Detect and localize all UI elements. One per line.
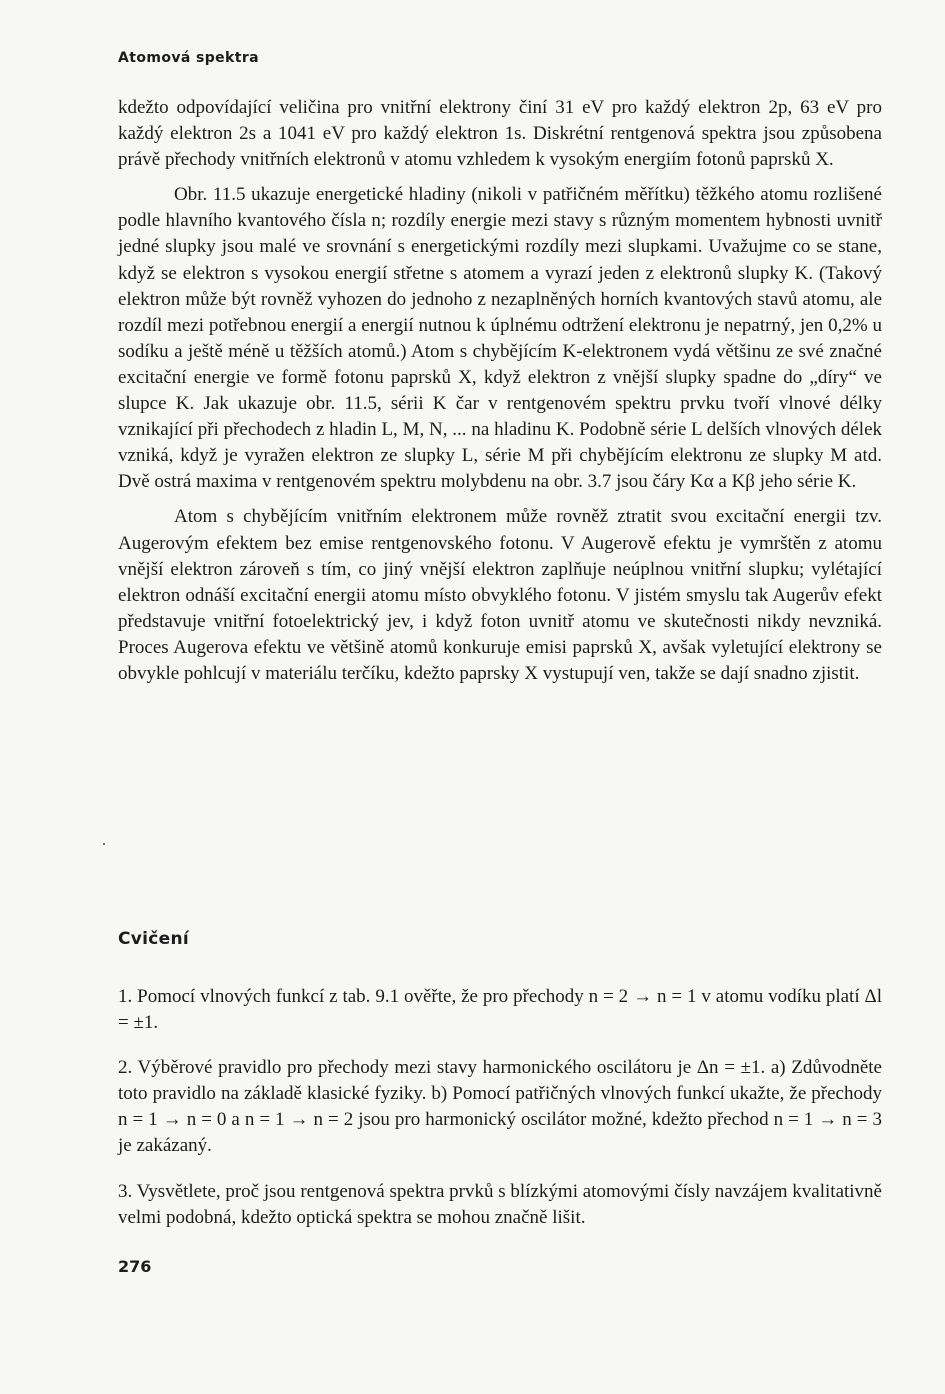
exercise-item-3: 3. Vysvětlete, proč jsou rentgenová spektra prvků s blízkými atomovými čísly navzájem kvalitativně velmi podobná, kdežto optická spektra se mohou značně lišit.	[118, 1180, 882, 1228]
running-head: Atomová spektra	[118, 50, 260, 66]
page-number: 276	[118, 1257, 152, 1276]
exercise-item-2: 2. Výběrové pravidlo pro přechody mezi stavy harmonického oscilátoru je Δn = ±1. a) Zdůvodněte toto pravidlo na základě klasické fyziky. b) Pomocí patřičných vlnových funkcí ukažte, že přechody n = 1 → n = 0 a n = 1 → n = 2 jsou pro harmonický oscilátor možné, kdežto přechod n = 1 → n = 3 je zakázaný.	[118, 1057, 882, 1157]
exercise-item-1: 1. Pomocí vlnových funkcí z tab. 9.1 ověřte, že pro přechody n = 2 → n = 1 v atomu vodíku platí Δl = ±1.	[118, 986, 882, 1034]
section-heading-exercises: Cvičení	[118, 929, 190, 949]
exercise-list	[118, 984, 882, 1250]
paragraph-1: kdežto odpovídající veličina pro vnitřní elektrony činí 31 eV pro každý elektron 2p, 63 eV pro každý elektron 2s a 1041 eV pro každý elektron 1s. Diskrétní rentgenová spektra jsou způsobena právě přechody vnitřních elektronů v atomu vzhledem k vysokým energiím fotonů paprsků X.	[118, 97, 882, 171]
body-text	[118, 95, 882, 696]
paragraph-2: Obr. 11.5 ukazuje energetické hladiny (nikoli v patřičném měřítku) těžkého atomu rozlišené podle hlavního kvantového čísla n; rozdíly energie mezi stavy s různým momentem hybnosti uvnitř jedné slupky jsou malé ve srovnání s energetickými rozdíly mezi slupkami. Uvažujme co se stane, když se elektron s vysokou energií střetne s atomem a vyrazí jeden z elektronů slupky K. (Takový elektron může být rovněž vyhozen do jednoho z nezaplněných horních kvantových stavů atomu, ale rozdíl mezi potřebnou energií a energií nutnou k úplnému odtržení elektronu je nepatrný, jen 0,2% u sodíku a ještě méně u těžších atomů.) Atom s chybějícím K-elektronem vydá většinu ze své značné excitační energie ve formě fotonu paprsků X, když elektron z vnější slupky spadne do „díry“ ve slupce K. Jak ukazuje obr. 11.5, sérii K čar v rentgenovém spektru prvku tvoří vlnové délky vznikající při přechodech z hladin L, M, N, ... na hladinu K. Podobně série L delších vlnových délek vzniká, když je vyražen elektron ze slupky L, série M při chybějícím elektronu ze slupky M atd. Dvě ostrá maxima v rentgenovém spektru molybdenu na obr. 3.7 jsou čáry Kα a Kβ jeho série K.	[118, 184, 882, 493]
margin-mark	[103, 843, 105, 845]
paragraph-3: Atom s chybějícím vnitřním elektronem může rovněž ztratit svou excitační energii tzv. Augerovým efektem bez emise rentgenovského fotonu. V Augerově efektu je vymrštěn z atomu vnější elektron zároveň s tím, co jiný vnější elektron zaplňuje neúplnou vnitřní slupku; vylétající elektron odnáší excitační energii atomu místo obvyklého fotonu. V jistém smyslu tak Augerův efekt představuje vnitřní fotoelektrický jev, i když foton uvnitř atomu ve skutečnosti nikdy nevzniká. Proces Augerova efektu ve většině atomů konkuruje emisi paprsků X, avšak vyletující elektrony se obvykle pohlcují v materiálu terčíku, kdežto paprsky X vystupují ven, takže se dají snadno zjistit.	[118, 506, 882, 684]
